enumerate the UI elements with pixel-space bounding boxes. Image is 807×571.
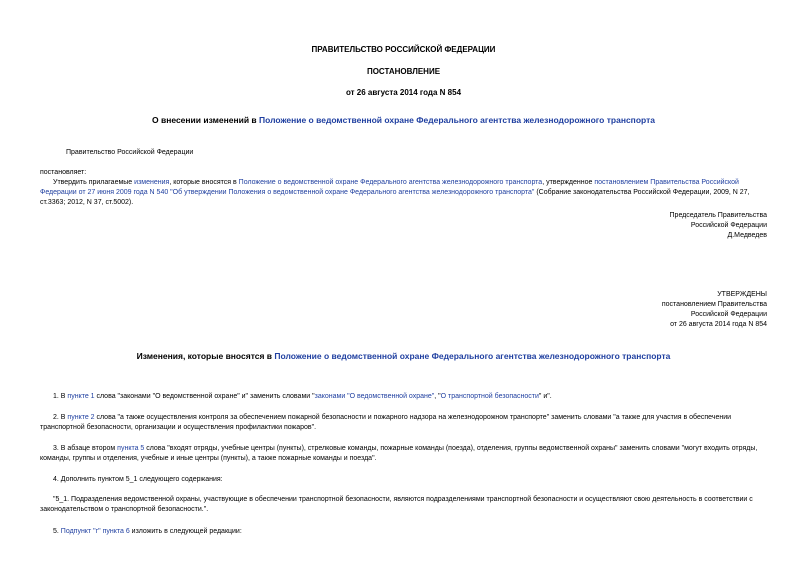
item-1-text-b: слова "законами "О ведомственной охране" и" заменить словами " <box>94 393 315 400</box>
signature-line-3: Д.Медведев <box>727 232 767 239</box>
approved-block <box>467 290 767 330</box>
link-changes[interactable]: изменения <box>134 179 170 186</box>
link-item-1-law-transport[interactable]: О транспортной безопасности <box>440 393 539 400</box>
item-3-text-b: слова "входят отряды, учебные центры (пункты), стрелковые команды, пожарные команды (поезда), отделения, группы ведомственной охраны" заменить словами "могут входить отряды, команды, группы и отделения, учебные и иные центры (пункты), а также пожарные команды и поезда". <box>40 445 758 462</box>
link-item-5-subpoint[interactable]: Подпункт "г" пункта 6 <box>60 528 130 535</box>
signature-line-1: Председатель Правительства <box>669 212 767 219</box>
changes-title <box>0 351 807 361</box>
link-regulation[interactable]: Положение о ведомственной охране Федерального агентства железнодорожного транспорта <box>238 179 543 186</box>
item-1-text-a: 1. В <box>53 393 68 400</box>
government-line: Правительство Российской Федерации <box>66 149 194 156</box>
document-title <box>0 115 807 125</box>
approved-line-1: УТВЕРЖДЕНЫ <box>717 291 767 298</box>
item-1-text-c: , " <box>434 393 441 400</box>
change-item-1 <box>40 392 770 402</box>
change-item-4-quote: "5_1. Подразделения ведомственной охраны, участвующие в обеспечении транспортной безопасности, являются подразделениями транспортной безопасности и осуществляют свою деятельность в соответствии с законодательством о транспортной безопасности.". <box>40 496 753 513</box>
document-type: ПОСТАНОВЛЕНИЕ <box>366 67 441 76</box>
changes-title-link[interactable]: Положение о ведомственной охране Федерального агентства железнодорожного транспорта <box>274 351 671 361</box>
approved-line-4: от 26 августа 2014 года N 854 <box>670 321 767 328</box>
paragraph-1-text-a: Утвердить прилагаемые <box>53 179 135 186</box>
approved-line-3: Российской Федерации <box>690 311 767 318</box>
changes-title-prefix: Изменения, которые вносятся в <box>136 351 275 361</box>
document-title-prefix: О внесении изменений в <box>152 115 259 125</box>
paragraph-1-text-b: , которые вносятся в <box>169 179 239 186</box>
link-resolution-540[interactable]: постановлением Правительства Российской Федерации от 27 июня 2009 года N 540 "Об утверждении Положения о ведомственной охране Федерального агентства железнодорожного транспорта" <box>40 179 739 196</box>
change-item-3 <box>40 444 770 464</box>
item-2-text-b: слова "а также осуществления контроля за обеспечением пожарной безопасности и пожарного надзора на железнодорожном транспорте" заменить словами "а также для участия в обеспечении транспортной безопасности, организации и осуществления профилактики пожаров". <box>40 414 732 431</box>
item-2-text-a: 2. В <box>53 414 68 421</box>
item-3-text-a: 3. В абзаце втором <box>53 445 118 452</box>
link-item-3-point-5[interactable]: пункта 5 <box>117 445 145 452</box>
change-item-4: 4. Дополнить пунктом 5_1 следующего содержания: <box>53 476 223 483</box>
change-item-2 <box>40 413 770 433</box>
item-5-text-a: 5. <box>53 528 61 535</box>
government-heading: ПРАВИТЕЛЬСТВО РОССИЙСКОЙ ФЕДЕРАЦИИ <box>311 45 496 54</box>
link-item-2-point-2[interactable]: пункте 2 <box>67 414 95 421</box>
approved-line-2: постановлением Правительства <box>661 301 767 308</box>
link-item-1-law-security[interactable]: законами "О ведомственной охране" <box>314 393 435 400</box>
item-1-text-d: " и". <box>538 393 552 400</box>
signature-line-2: Российской Федерации <box>690 222 767 229</box>
change-item-5 <box>53 527 770 537</box>
item-5-text-b: изложить в следующей редакции: <box>129 528 242 535</box>
paragraph-1-text-d: (Собрание законодательства Российской Федерации, 2009, N 27, ст.3363; 2012, N 37, ст.5002). <box>40 189 750 206</box>
document-date-number: от 26 августа 2014 года N 854 <box>345 88 462 97</box>
decrees-line: постановляет: <box>40 169 87 176</box>
paragraph-1-text-c: , утвержденное <box>542 179 595 186</box>
signature-block <box>467 211 767 241</box>
document-title-link[interactable]: Положение о ведомственной охране Федерального агентства железнодорожного транспорта <box>259 115 655 125</box>
paragraph-1 <box>40 178 770 208</box>
link-item-1-point-1[interactable]: пункте 1 <box>67 393 95 400</box>
